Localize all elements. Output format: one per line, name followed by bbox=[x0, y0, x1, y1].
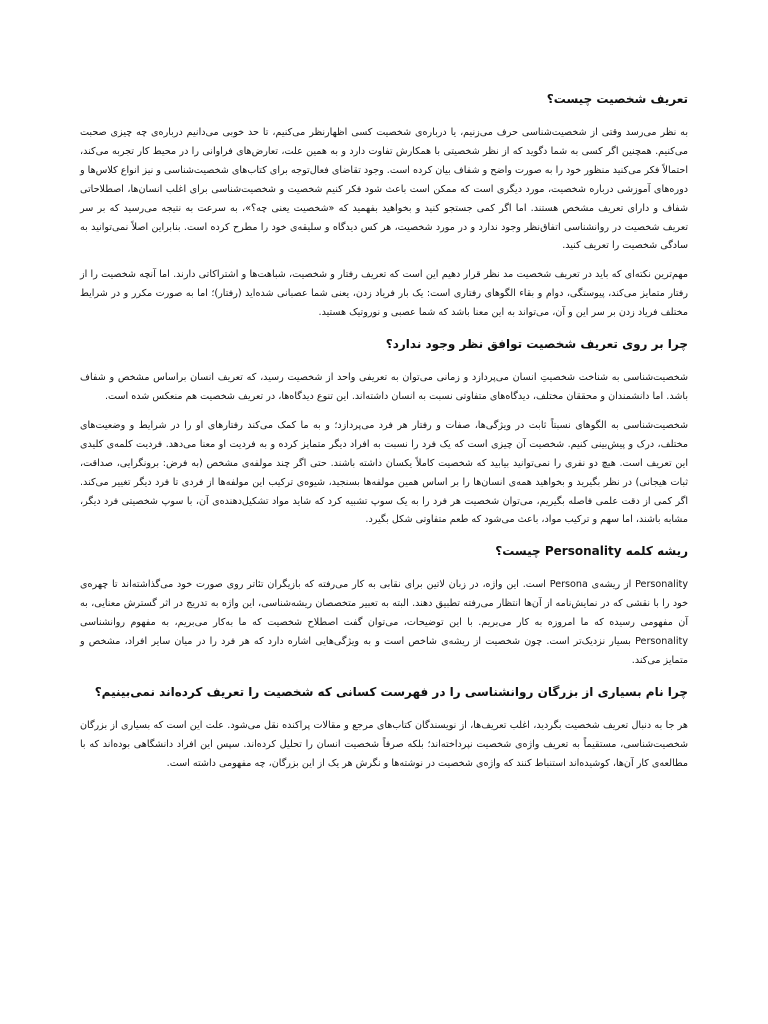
paragraph: Personality از ریشه‌ی Persona است. این واژه، در زبان لاتین برای نقابی به کار می‌رفته که بازیگران تئاتر روی صورت خود می‌گذاشته‌اند تا چهره‌ی خود را با نقشی که در نمایش‌نامه از آن‌ها انتظار می‌رفته تطبیق دهند. البته به تعبیر متخصصان ریشه‌شناسی، این واژه به تدریج در اثر گسترش معنایی، به آن مفهومی رسیده که ما امروزه به کار می‌بریم. با این توضیحات، می‌توان گفت اصطلاح شخصیت که ما به‌کار می‌بریم، به مفهوم روانشناسی Personality بسیار نزدیک‌تر است. چون شخصیت از ریشه‌ی شاخص است و به ویژگی‌هایی اشاره دارد که هر فرد را در میان سایر افراد، مشخص و متمایز می‌کند. bbox=[80, 579, 688, 666]
section-definition bbox=[80, 88, 688, 323]
paragraph: هر جا به دنبال تعریف شخصیت بگردید، اغلب تعریف‌ها، از نویسندگان کتاب‌های مرجع و مقالات پراکنده نقل می‌شود. علت این است که بسیاری از بزرگان شخصیت‌شناسی، مستقیماً به تعریف واژه‌ی شخصیت نپرداخته‌اند؛ بلکه صرفاً شخصیت انسان را تحلیل کرده‌اند. سپس این افراد دانشگاهی بوده‌اند که با مطالعه‌ی کار آن‌ها، کوشیده‌اند استنباط کنند که واژه‌ی شخصیت در نوشته‌ها و نگرش هر یک از این بزرگان، چه مفهومی داشته است. bbox=[80, 719, 688, 769]
section-heading: چرا بر روی تعریف شخصیت توافق نظر وجود ندارد؟ bbox=[385, 337, 688, 352]
section-missing-names bbox=[80, 681, 688, 774]
paragraph: شخصیت‌شناسی به شناخت شخصیتِ انسان می‌پردازد و زمانی می‌توان به تعریفی واحد از شخصیت رسید، که تعریف انسان براساس مشخص و شفاف باشد. اما دانشمندان و محققان مختلف، دیدگاه‌های متفاوتی نسبت به انسان داشته‌اند. این تنوع دیدگاه‌ها، در تعریف شخصیت هم منعکس شده است. bbox=[80, 372, 688, 402]
paragraph: شخصیت‌شناسی به الگوهای نسبتاً ثابت در ویژگی‌ها، صفات و رفتار هر فرد می‌پردازد؛ و به ما کمک می‌کند رفتارهای او را در شرایط و وضعیت‌های مختلف، درک و پیش‌بینی کنیم. شخصیت آن چیزی است که یک فرد را نسبت به افراد دیگر متمایز کرده و به فردیت او معنا می‌دهد. فردیت کلمه‌ی کلیدی این تعریف است. هیچ دو نفری را نمی‌توانید بیابید که شخصیت کاملاً یکسان داشته باشند. حتی اگر چند مولفه‌ی مشخص (به فرض: برونگرایی، صداقت، ثبات هیجانی) در نظر بگیرید و بخواهید همه‌ی انسان‌ها را بر اساس همین مولفه‌ها بسنجید، شیوه‌ی ترکیب این مولفه‌ها از فردی تا فرد دیگر تغییر می‌کند. اگر کمی از دقت علمی فاصله بگیریم، می‌توان شخصیت هر فرد را به یک سوپ تشبیه کرد که شاید مواد تشکیل‌دهنده‌ی آن، با سوپ شخصیتی فرد دیگر، مشابه باشند، اما سهم و ترکیب مواد، باعث می‌شود که طعم متفاوتی شکل بگیرد. bbox=[80, 419, 688, 526]
paragraph: مهم‌ترین نکته‌ای که باید در تعریف شخصیت مد نظر قرار دهیم این است که تعریف رفتار و شخصیت، شباهت‌ها و اشتراکاتی دارند. اما آنچه شخصیت را از رفتار متمایز می‌کند، پیوستگی، دوام و بقاء الگوهای رفتاری است: یک بار فریاد زدن، یعنی شما عصبانی شده‌اید (رفتار)؛ اما به صورت مکرر و در شرایط مختلف فریاد زدن بر سر این و آن، می‌تواند به این معنا باشد که شما عصبی و نوروتیک هستید. bbox=[80, 269, 688, 319]
paragraph: به نظر می‌رسد وقتی از شخصیت‌شناسی حرف می‌زنیم، یا درباره‌ی شخصیت کسی اظهارنظر می‌کنیم، تا حد خوبی می‌دانیم درباره‌ی چه چیزی صحبت می‌کنیم. همچنین اگر کسی به شما دگوید که از نظر شخصیتی با همکارش تفاوت دارد و به همین علت، تعارض‌های فراوانی را در محیط کار تجربه می‌کند، احتمالاً فکر می‌کنید منظور خود را به صورت واضح و شفاف بیان کرده است. وجود تقاضای فعال‌توجه برای کتاب‌های شخصیت‌شناسی و نیز انواع کلاس‌ها و دوره‌های آموزشی درباره شخصیت، مورد دیگری است که ممکن است باعث شود فکر کنیم شخصیت و شخصیت‌شناسی برای اغلب انسان‌ها، اصطلاحاتی شفاف و دارای تعریف مشخص هستند. اما اگر کمی جستجو کنید و بخواهید بفهمید که «شخصیت یعنی چه؟»، به سرعت به نتیجه می‌رسید که بر سر تعریف شخصیت در روانشناسی اتفاق‌نظر وجود ندارد و در مورد شخصیت، هر کس دیدگاه و سلیقه‌ی خود را مطرح کرده است. بنابراین اصلاً نمی‌توانید به سادگی شخصیت را تعریف کنید. bbox=[80, 127, 688, 252]
section-heading: چرا نام بسیاری از بزرگان روانشناسی را در فهرست کسانی که شخصیت را تعریف کرده‌اند نمی‌بینیم؟ bbox=[94, 684, 688, 699]
section-heading: ریشه کلمه Personality چیست؟ bbox=[495, 544, 688, 559]
section-heading: تعریف شخصیت چیست؟ bbox=[546, 92, 688, 106]
section-etymology bbox=[80, 540, 688, 671]
section-no-consensus bbox=[80, 333, 688, 530]
